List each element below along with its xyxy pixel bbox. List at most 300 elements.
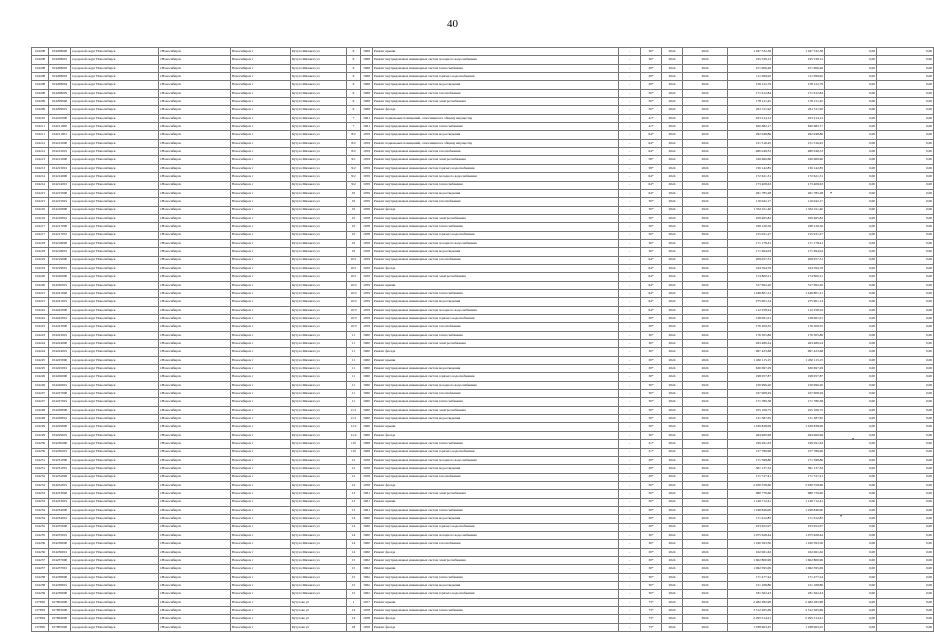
cell-code: 104221000 <box>49 289 71 297</box>
cell-z1: 0,00 <box>825 406 877 414</box>
cell-id: 104238 <box>32 582 49 590</box>
cell-house: 11 <box>347 373 361 381</box>
cell-street: Кутуза Михаила ул <box>291 540 347 548</box>
cell-okrug: городской округ Новосибирск <box>71 531 159 539</box>
cell-id: 104215 <box>32 189 49 197</box>
cell-street: Кутуза Михаила ул <box>291 523 347 531</box>
cell-year: 1960 <box>361 540 373 548</box>
cell-z2: 0,00 <box>877 231 934 239</box>
cell-z2: 0,00 <box>877 123 934 131</box>
cell-c: 2024 <box>662 164 683 172</box>
cell-code: 107805000 <box>49 623 71 631</box>
cell-sum: 151 168,80 <box>728 582 773 590</box>
cell-sum: 1 450 115,15 <box>728 356 773 364</box>
cell-city: г.Новосибирск <box>159 556 231 564</box>
cell-okrug: городской округ Новосибирск <box>71 556 159 564</box>
table-row <box>32 423 934 431</box>
cell-d: 2024 <box>683 348 728 356</box>
cell-house: 11 <box>347 331 361 339</box>
cell-house: 6 <box>347 73 361 81</box>
cell-house: 10/2 <box>347 289 361 297</box>
cell-c: 2024 <box>662 206 683 214</box>
cell-city: г.Новосибирск <box>159 139 231 147</box>
cell-city: г.Новосибирск <box>159 206 231 214</box>
cell-d: 2024 <box>683 181 728 189</box>
cell-city: г.Новосибирск <box>159 431 231 439</box>
cell-d: 2024 <box>683 590 728 598</box>
cell-a: - <box>619 515 641 523</box>
cell-okrug: городской округ Новосибирск <box>71 590 159 598</box>
cell-sum2: 171 477,24 <box>773 573 825 581</box>
cell-code: 104222001 <box>49 315 71 323</box>
cell-house: 14 <box>347 531 361 539</box>
cell-work: Ремонт внутридомовых инженерных систем электроснабжения <box>373 98 619 106</box>
cell-okrug: городской округ Новосибирск <box>71 415 159 423</box>
cell-sum: 167 908,29 <box>728 390 773 398</box>
cell-a: - <box>619 289 641 297</box>
cell-z1: 0,00 <box>825 173 877 181</box>
cell-sum2: 317 062,20 <box>773 281 825 289</box>
cell-a: - <box>619 181 641 189</box>
cell-street: Кутуза Михаила ул <box>291 415 347 423</box>
cell-a: - <box>619 131 641 139</box>
cell-sum2: 195 539,12 <box>773 56 825 64</box>
cell-city: г.Новосибирск <box>159 231 231 239</box>
cell-district: Новосибирск г <box>231 248 291 256</box>
cell-id: 104235 <box>32 523 49 531</box>
cell-work: Ремонт внутридомовых инженерных систем электроснабжения <box>373 214 619 222</box>
cell-b: 73* <box>641 607 662 615</box>
cell-c: 2024 <box>662 515 683 523</box>
cell-year: 1960 <box>361 431 373 439</box>
cell-d: 2024 <box>683 123 728 131</box>
cell-city: г.Новосибирск <box>159 281 231 289</box>
cell-sum: 156 142,85 <box>728 164 773 172</box>
cell-district: Новосибирск г <box>231 89 291 97</box>
cell-z2: 0,00 <box>877 323 934 331</box>
cell-c: 2024 <box>662 123 683 131</box>
table-row <box>32 573 934 581</box>
cell-okrug: городской округ Новосибирск <box>71 381 159 389</box>
cell-street: Кутуза Михаила ул <box>291 315 347 323</box>
cell-a: - <box>619 398 641 406</box>
cell-id: 104227 <box>32 398 49 406</box>
cell-id: 104211 <box>32 131 49 139</box>
cell-house: 10/3 <box>347 306 361 314</box>
cell-c: 2024 <box>662 565 683 573</box>
cell-sum: 453 214,12 <box>728 114 773 122</box>
cell-sum2: 1 075 628,44 <box>773 531 825 539</box>
cell-a: - <box>619 239 641 247</box>
cell-c: 2024 <box>662 239 683 247</box>
cell-sum: 112 258,24 <box>728 306 773 314</box>
cell-z2: 0,00 <box>877 582 934 590</box>
cell-work: Ремонт внутридомовых инженерных систем горячего водоснабжения <box>373 73 619 81</box>
cell-sum: 169 669,60 <box>728 156 773 164</box>
cell-d: 2024 <box>683 198 728 206</box>
cell-d: 2024 <box>683 506 728 514</box>
cell-d: 2024 <box>683 356 728 364</box>
cell-house: 11/2 <box>347 423 361 431</box>
cell-year: 1961 <box>361 498 373 506</box>
cell-city: г.Новосибирск <box>159 331 231 339</box>
cell-code: 104223000 <box>49 323 71 331</box>
table-row <box>32 273 934 281</box>
cell-sum: 255 166,75 <box>728 406 773 414</box>
cell-sum2: 208 057,31 <box>773 256 825 264</box>
cell-district: Новосибирск г <box>231 356 291 364</box>
cell-sum2: 173 408,63 <box>773 181 825 189</box>
cell-street: Кутуза Михаила ул <box>291 573 347 581</box>
cell-year: 1957 <box>361 598 373 606</box>
cell-street: Кутуза Михаила ул <box>291 106 347 114</box>
cell-code: 104214001 <box>49 181 71 189</box>
cell-a: - <box>619 206 641 214</box>
cell-z1: 0,00 <box>825 289 877 297</box>
cell-house: 7 <box>347 114 361 122</box>
table-row <box>32 415 934 423</box>
cell-c: 2024 <box>662 415 683 423</box>
cell-z1: 0,00 <box>825 490 877 498</box>
cell-work: Ремонт подвальных помещений, относящихся к общему имуществу <box>373 114 619 122</box>
cell-sum2: 171 727,41 <box>773 473 825 481</box>
cell-d: 2024 <box>683 390 728 398</box>
cell-district: Новосибирск г <box>231 189 291 197</box>
cell-sum2: 112 258,24 <box>773 306 825 314</box>
cell-okrug: городской округ Новосибирск <box>71 214 159 222</box>
cell-z2: 0,00 <box>877 315 934 323</box>
cell-house: 12 <box>347 473 361 481</box>
cell-code: 104209000 <box>49 98 71 106</box>
cell-z1: 0,00 <box>825 523 877 531</box>
cell-district: Новосибирск г <box>231 64 291 72</box>
cell-city: г.Новосибирск <box>159 173 231 181</box>
cell-code: 104208000 <box>49 48 71 56</box>
cell-work: Ремонт внутридомовых инженерных систем теплоснабжения <box>373 64 619 72</box>
cell-a: - <box>619 615 641 623</box>
cell-id: 104237 <box>32 556 49 564</box>
cell-z2: 0,00 <box>877 406 934 414</box>
cell-city: г.Новосибирск <box>159 548 231 556</box>
cell-sum2: 151 516,45 <box>773 139 825 147</box>
cell-street: Кутуза Михаила ул <box>291 465 347 473</box>
cell-b: 30* <box>641 239 662 247</box>
cell-a: - <box>619 189 641 197</box>
cell-z2: 0,00 <box>877 214 934 222</box>
cell-b: 30* <box>641 531 662 539</box>
table-row <box>32 373 934 381</box>
cell-okrug: городской округ Новосибирск <box>71 223 159 231</box>
cell-sum2: 1 062 595,09 <box>773 565 825 573</box>
cell-a: - <box>619 164 641 172</box>
cell-id: 104208 <box>32 73 49 81</box>
cell-district: Новосибирск г <box>231 473 291 481</box>
cell-district: Новосибирск г <box>231 98 291 106</box>
cell-city: г.Новосибирск <box>159 531 231 539</box>
cell-street: Кутуза Михаила ул <box>291 306 347 314</box>
cell-sum: 176 305,86 <box>728 331 773 339</box>
cell-year: 1960 <box>361 406 373 414</box>
cell-street: Кутуза Михаила ул <box>291 298 347 306</box>
cell-id: 104219 <box>32 264 49 272</box>
cell-district: Новосибирск г <box>231 531 291 539</box>
cell-a: - <box>619 573 641 581</box>
cell-city: г.Новосибирск <box>159 273 231 281</box>
cell-z1: 0,00 <box>825 315 877 323</box>
cell-city: г.Новосибирск <box>159 148 231 156</box>
cell-sum2: 171 780,38 <box>773 398 825 406</box>
cell-city: г.Новосибирск <box>159 582 231 590</box>
table-row <box>32 56 934 64</box>
cell-city: г.Новосибирск <box>159 223 231 231</box>
cell-street: Кутуза Михаила ул <box>291 398 347 406</box>
cell-a: - <box>619 73 641 81</box>
cell-code: 104234000 <box>49 506 71 514</box>
cell-city: г.Новосибирск <box>159 214 231 222</box>
cell-street: Кутуза Михаила ул <box>291 164 347 172</box>
cell-c: 2024 <box>662 139 683 147</box>
cell-code: 104228000 <box>49 406 71 414</box>
cell-code: 104216001 <box>49 214 71 222</box>
cell-d: 2024 <box>683 498 728 506</box>
cell-okrug: городской округ Новосибирск <box>71 98 159 106</box>
cell-work: Ремонт внутридомовых инженерных систем горячего водоснабжения <box>373 315 619 323</box>
cell-okrug: городской округ Новосибирск <box>71 440 159 448</box>
cell-z2: 0,00 <box>877 131 934 139</box>
cell-sum: 361 137,32 <box>728 465 773 473</box>
cell-b: 30* <box>641 582 662 590</box>
cell-sum: 1 448 801,21 <box>728 289 773 297</box>
cell-c: 2024 <box>662 548 683 556</box>
cell-d: 2024 <box>683 264 728 272</box>
cell-z2: 0,00 <box>877 456 934 464</box>
cell-street: Кутуза Михаила ул <box>291 239 347 247</box>
cell-street: Кутуза Михаила ул <box>291 98 347 106</box>
cell-id: 104217 <box>32 231 49 239</box>
cell-c: 2024 <box>662 615 683 623</box>
cell-b: 31* <box>641 440 662 448</box>
cell-year: 1960 <box>361 373 373 381</box>
cell-sum2: 1 332 011,40 <box>773 206 825 214</box>
cell-street: Кутуза Михаила ул <box>291 156 347 164</box>
cell-house: 6 <box>347 89 361 97</box>
cell-c: 2024 <box>662 156 683 164</box>
cell-house: 6 <box>347 64 361 72</box>
cell-id: 104239 <box>32 590 49 598</box>
cell-year: 1958 <box>361 481 373 489</box>
cell-work: Ремонт внутридомовых инженерных систем холодного водоснабжения <box>373 173 619 181</box>
cell-z1: 0,00 <box>825 348 877 356</box>
cell-sum: 171 694,04 <box>728 248 773 256</box>
cell-city: г.Новосибирск <box>159 289 231 297</box>
cell-sum: 198 057,87 <box>728 373 773 381</box>
cell-street: Кутуза Михаила ул <box>291 348 347 356</box>
cell-year: 1959 <box>361 148 373 156</box>
cell-z1: 0,00 <box>825 515 877 523</box>
cell-z1: 0,00 <box>825 565 877 573</box>
cell-code: 104227001 <box>49 398 71 406</box>
cell-c: 2024 <box>662 106 683 114</box>
table-row <box>32 515 934 523</box>
cell-id: 104208 <box>32 56 49 64</box>
table-row <box>32 365 934 373</box>
cell-sum2: 261 785,28 <box>773 189 825 197</box>
cell-okrug: городской округ Новосибирск <box>71 73 159 81</box>
cell-house: 10/3 <box>347 323 361 331</box>
cell-z2: 0,00 <box>877 264 934 272</box>
cell-district: Новосибирск г <box>231 582 291 590</box>
cell-work: Ремонт фасада <box>373 348 619 356</box>
cell-id: 107804 <box>32 615 49 623</box>
cell-d: 2024 <box>683 89 728 97</box>
cell-code: 104219001 <box>49 264 71 272</box>
cell-id: 104230 <box>32 448 49 456</box>
cell-okrug: городской округ Новосибирск <box>71 340 159 348</box>
cell-code: 104214000 <box>49 173 71 181</box>
cell-okrug: городской округ Новосибирск <box>71 131 159 139</box>
cell-a: - <box>619 281 641 289</box>
cell-z2: 0,00 <box>877 540 934 548</box>
cell-d: 2024 <box>683 273 728 281</box>
cell-sum: 480 048,33 <box>728 148 773 156</box>
cell-work: Ремонт внутридомовых инженерных систем теплоснабжения <box>373 331 619 339</box>
cell-year: 1968 <box>361 89 373 97</box>
cell-d: 2024 <box>683 281 728 289</box>
cell-street: Кутуза Михаила ул <box>291 281 347 289</box>
table-row <box>32 598 934 606</box>
cell-district: Новосибирск г <box>231 281 291 289</box>
cell-work: Ремонт фасада <box>373 481 619 489</box>
cell-street: Кутуза Михаила ул <box>291 223 347 231</box>
cell-id: 104212 <box>32 148 49 156</box>
cell-z1: 0,00 <box>825 373 877 381</box>
cell-year: 1959 <box>361 323 373 331</box>
cell-sum: 1 160 393,56 <box>728 540 773 548</box>
cell-house: 8/2 <box>347 139 361 147</box>
cell-code: 104211000 <box>49 123 71 131</box>
cell-code: 104229001 <box>49 431 71 439</box>
cell-sum: 171 780,38 <box>728 398 773 406</box>
cell-district: Новосибирск г <box>231 331 291 339</box>
cell-a: - <box>619 331 641 339</box>
cell-district: Новосибирск г <box>231 306 291 314</box>
cell-b: 30* <box>641 506 662 514</box>
cell-sum2: 997 423,68 <box>773 348 825 356</box>
cell-okrug: городской округ Новосибирск <box>71 206 159 214</box>
cell-city: г.Новосибирск <box>159 456 231 464</box>
cell-c: 2024 <box>662 306 683 314</box>
cell-street: Кутуза Михаила ул <box>291 56 347 64</box>
cell-okrug: городской округ Новосибирск <box>71 431 159 439</box>
cell-b: 30* <box>641 106 662 114</box>
cell-id: 104224 <box>32 340 49 348</box>
cell-code: 104239000 <box>49 590 71 598</box>
cell-d: 2024 <box>683 106 728 114</box>
cell-z1: 0,00 <box>825 89 877 97</box>
cell-z2: 0,00 <box>877 156 934 164</box>
cell-id: 104220 <box>32 281 49 289</box>
cell-z2: 0,00 <box>877 481 934 489</box>
cell-b: 73* <box>641 615 662 623</box>
cell-year: 1962 <box>361 556 373 564</box>
cell-year: 1959 <box>361 264 373 272</box>
cell-sum2: 1 450 115,15 <box>773 356 825 364</box>
cell-z1: 0,00 <box>825 198 877 206</box>
cell-code: 104210000 <box>49 114 71 122</box>
cell-street: Кутуза Михаила ул <box>291 206 347 214</box>
cell-city: г.Новосибирск <box>159 156 231 164</box>
cell-house: 14 <box>347 515 361 523</box>
cell-id: 104232 <box>32 481 49 489</box>
cell-sum: 181 562,43 <box>728 590 773 598</box>
cell-z2: 0,00 <box>877 423 934 431</box>
cell-id: 104228 <box>32 415 49 423</box>
cell-d: 2024 <box>683 456 728 464</box>
cell-id: 104235 <box>32 531 49 539</box>
cell-d: 2024 <box>683 173 728 181</box>
cell-house: 11 <box>347 365 361 373</box>
cell-d: 2024 <box>683 556 728 564</box>
cell-city: г.Новосибирск <box>159 481 231 489</box>
cell-z2: 0,00 <box>877 114 934 122</box>
cell-c: 2024 <box>662 189 683 197</box>
cell-b: 30* <box>641 456 662 464</box>
cell-district: Новосибирск г <box>231 340 291 348</box>
cell-z1: 0,00 <box>825 623 877 631</box>
cell-z2: 0,00 <box>877 239 934 247</box>
cell-z1: 0,00 <box>825 431 877 439</box>
table-row <box>32 156 934 164</box>
cell-city: г.Новосибирск <box>159 398 231 406</box>
cell-a: - <box>619 223 641 231</box>
cell-z2: 0,00 <box>877 348 934 356</box>
cell-house: 12 <box>347 481 361 489</box>
cell-z2: 0,00 <box>877 89 934 97</box>
cell-sum2: 171 612,85 <box>773 515 825 523</box>
cell-c: 2024 <box>662 214 683 222</box>
cell-code: 104231000 <box>49 456 71 464</box>
cell-sum2: 172 621,31 <box>773 173 825 181</box>
cell-house: 9/2 <box>347 181 361 189</box>
cell-district: Новосибирск г <box>231 273 291 281</box>
cell-id: 104233 <box>32 498 49 506</box>
cell-b: 30* <box>641 81 662 89</box>
cell-city: г.Новосибирск <box>159 89 231 97</box>
cell-house: 9/1 <box>347 156 361 164</box>
cell-c: 2024 <box>662 373 683 381</box>
cell-id: 104220 <box>32 273 49 281</box>
cell-id: 104234 <box>32 515 49 523</box>
cell-year: 1968 <box>361 73 373 81</box>
cell-b: 30* <box>641 481 662 489</box>
table-row <box>32 264 934 272</box>
cell-district: Новосибирск г <box>231 198 291 206</box>
cell-code: 104230000 <box>49 440 71 448</box>
cell-house: 11 <box>347 398 361 406</box>
cell-sum: 459 465,82 <box>728 214 773 222</box>
cell-street: Кутуза Михаила ул <box>291 123 347 131</box>
cell-okrug: городской округ Новосибирск <box>71 273 159 281</box>
cell-code: 104225000 <box>49 356 71 364</box>
cell-id: 104216 <box>32 214 49 222</box>
cell-city: г.Новосибирск <box>159 440 231 448</box>
cell-code: 104220000 <box>49 273 71 281</box>
cell-street: Кутуза Михаила ул <box>291 256 347 264</box>
cell-code: 104232001 <box>49 481 71 489</box>
cell-sum2: 2 295 514,21 <box>773 615 825 623</box>
cell-z1: 0,00 <box>825 306 877 314</box>
cell-sum2: 261 311,92 <box>773 106 825 114</box>
